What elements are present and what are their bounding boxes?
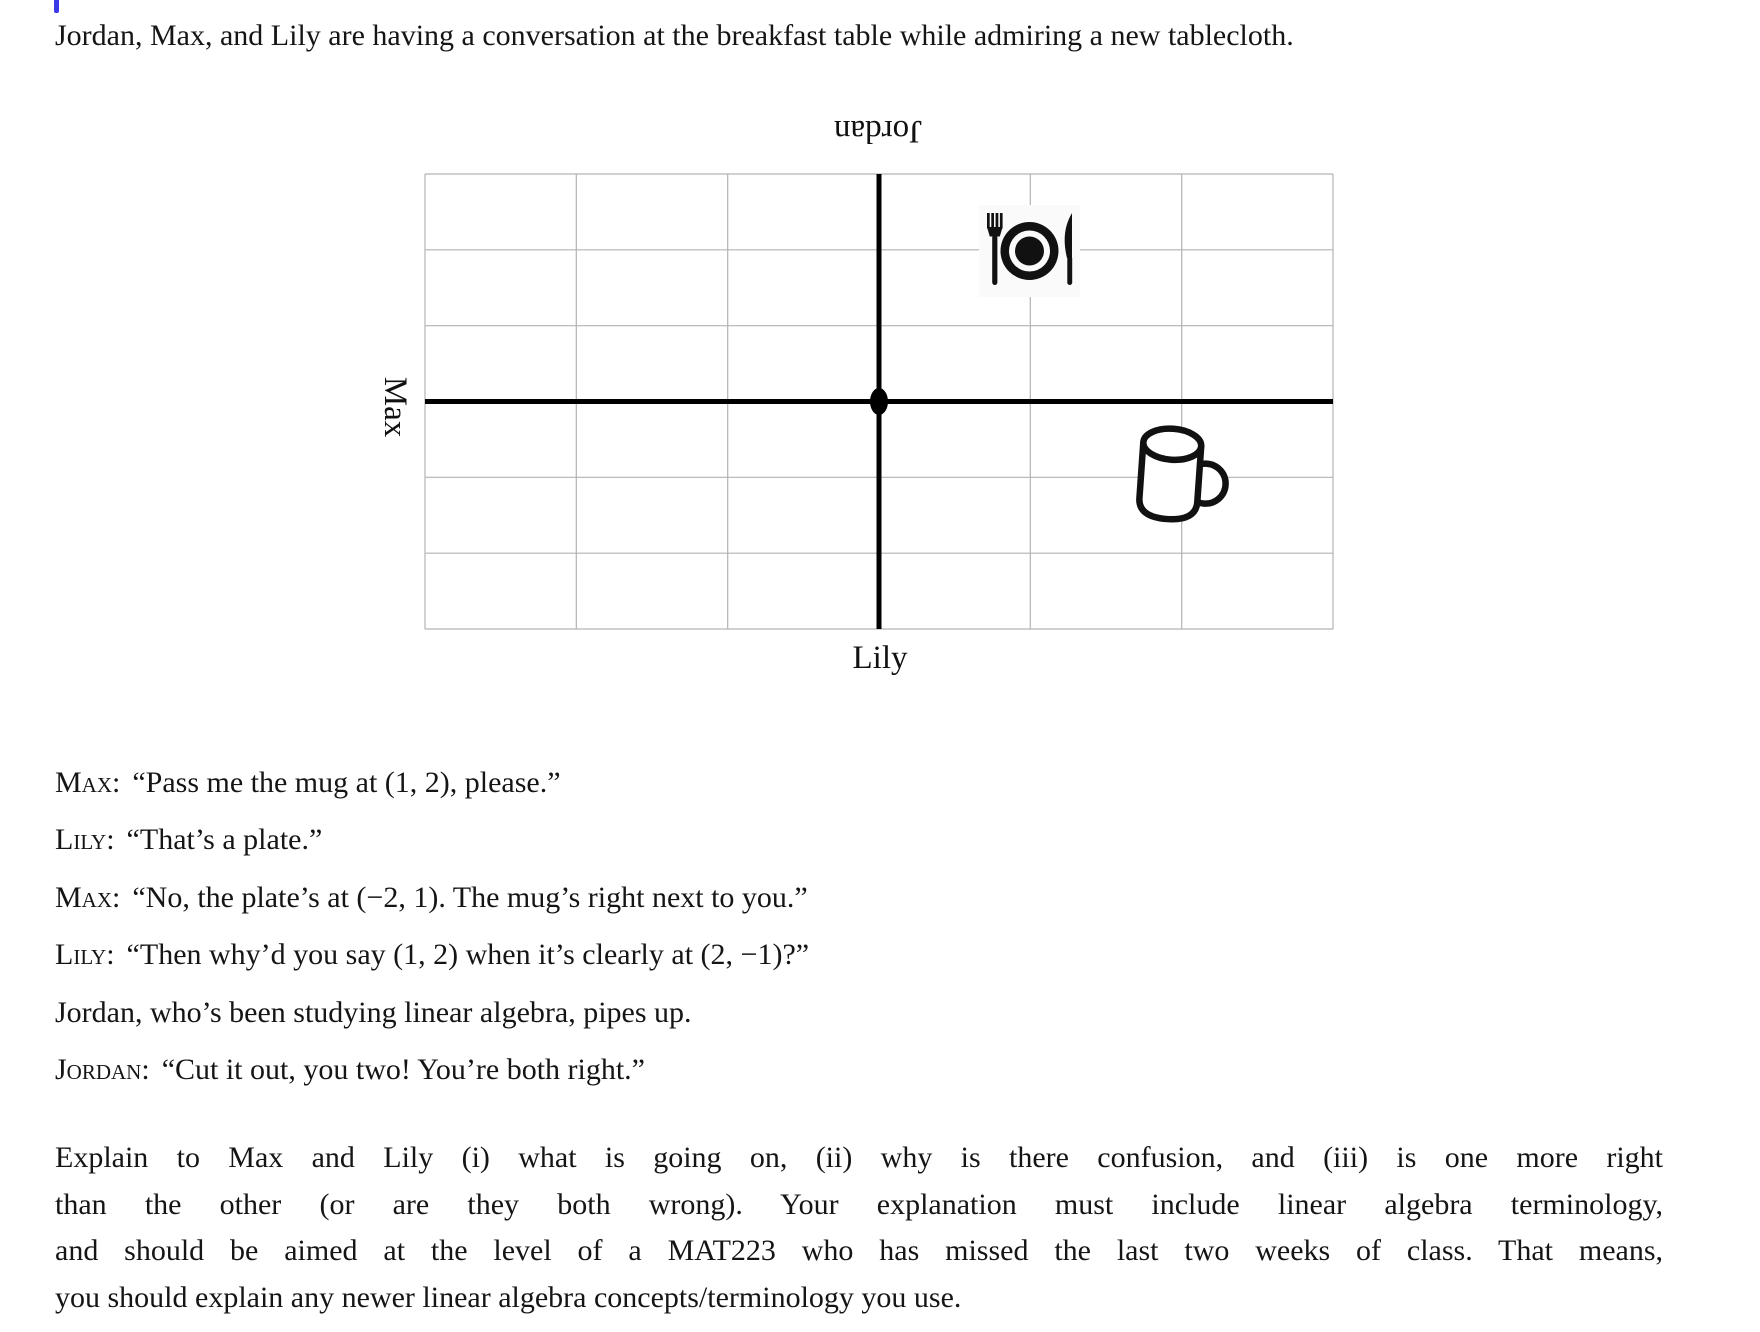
dialogue-line xyxy=(55,869,1715,926)
speaker-name: Jordan: xyxy=(55,1053,150,1087)
tablecloth-diagram xyxy=(330,95,1365,695)
task-line: and should be aimed at the level of a MAT223 who has missed the last two weeks of class. That means, xyxy=(55,1234,1663,1268)
task-line: Explain to Max and Lily (i) what is going on, (ii) why is there confusion, and (iii) is one more right xyxy=(55,1141,1663,1174)
dialogue-line xyxy=(55,754,1715,811)
dialogue-block xyxy=(55,754,1715,1098)
dialogue-text: “Then why’d you say (1, 2) when it’s clearly at (2, −1)?” xyxy=(126,938,810,972)
clipped-link-fragment[interactable] xyxy=(54,0,59,13)
dialogue-text: “No, the plate’s at (−2, 1). The mug’s right next to you.” xyxy=(132,880,808,914)
speaker-name: Max: xyxy=(55,766,121,799)
speaker-name: Lily: xyxy=(55,938,115,972)
dialogue-line xyxy=(55,926,1715,983)
dialogue-text: Jordan, who’s been studying linear algebra, pipes up. xyxy=(55,995,692,1029)
task-paragraph xyxy=(55,1135,1663,1321)
lily-side-label: Lily xyxy=(852,640,908,676)
dialogue-text: “That’s a plate.” xyxy=(126,823,323,857)
task-line: than the other (or are they both wrong). Your explanation must include linear algebra terminology, xyxy=(55,1187,1663,1221)
dialogue-line xyxy=(55,811,1715,868)
plate-icon xyxy=(979,205,1080,297)
task-line: you should explain any newer linear algebra concepts/terminology you use. xyxy=(55,1280,962,1314)
intro-sentence: Jordan, Max, and Lily are having a conversation at the breakfast table while admiring a new tablecloth. xyxy=(55,19,1294,52)
max-side-label: Max xyxy=(377,376,413,438)
speaker-name: Lily: xyxy=(55,823,115,857)
origin-dot xyxy=(870,388,888,415)
mug-icon xyxy=(1138,427,1229,523)
tablecloth-grid-svg xyxy=(330,95,1365,695)
jordan-side-label: Jordan xyxy=(834,113,922,149)
narration-line xyxy=(55,984,1715,1041)
speaker-name: Max: xyxy=(55,880,121,914)
dialogue-text: “Pass me the mug at (1, 2), please.” xyxy=(132,766,561,799)
dialogue-line xyxy=(55,1041,1715,1098)
dialogue-text: “Cut it out, you two! You’re both right.” xyxy=(161,1053,645,1087)
